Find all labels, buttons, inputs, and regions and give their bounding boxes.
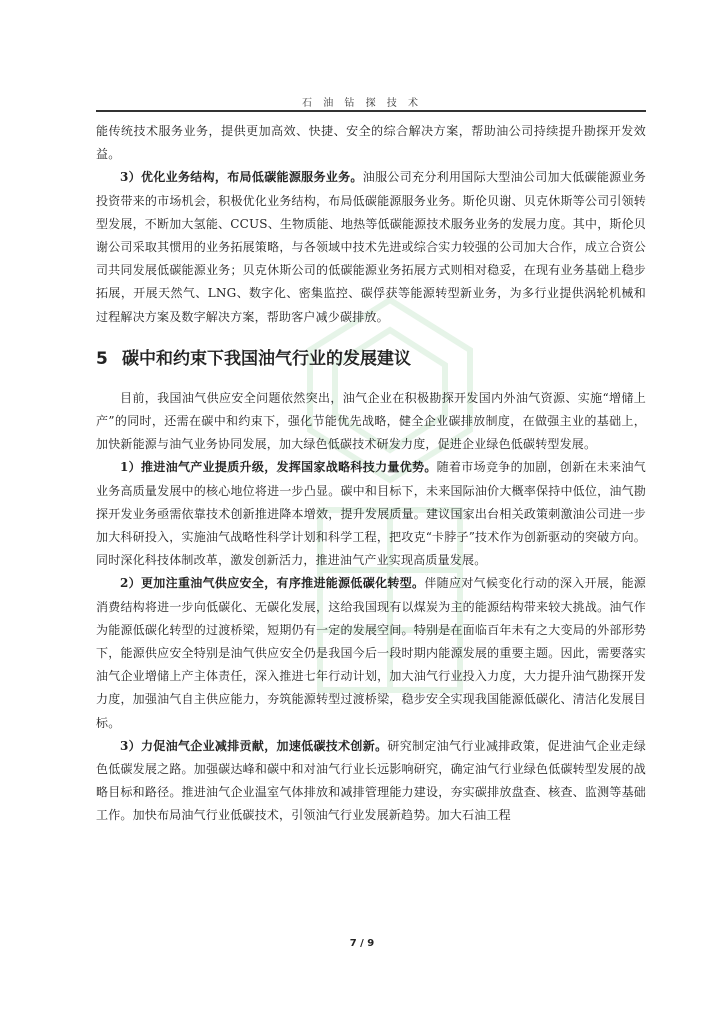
page-number: 7 / 9: [349, 938, 375, 949]
paragraph-text: 伴随应对气候变化行动的深入开展，能源消费结构将进一步向低碳化、无碳化发展，这给我国现有以煤炭为主的能源结构带来较大挑战。油气作为能源低碳化转型的过渡桥梁，短期仍有一定的发展空间。特别是在面临百年未有之大变局的外部形势下，能源供应安全特别是油气供应安全仍是我国今后一段时期内能源发展的重要主题。因此，需要落实油气企业增储上产主体责任，深入推进七年行动计划，加大油气行业投入力度，大力提升油气勘探开发力度，加强油气自主供应能力，夯筑能源转型过渡桥梁，稳步安全实现我国能源低碳化、清洁化发展目标。: [96, 576, 646, 730]
article-body: [96, 120, 646, 828]
paragraph-supply-security: [96, 572, 646, 734]
section-number: 5: [96, 348, 108, 369]
paragraph-heading: 2）更加注重油气供应安全，有序推进能源低碳化转型。: [120, 576, 425, 591]
paragraph-continued: 能传统技术服务业务，提供更加高效、快捷、安全的综合解决方案，帮助油公司持续提升勘探开发效益。: [96, 124, 646, 162]
paragraph-upgrade: [96, 456, 646, 572]
running-header: 石 油 钻 探 技 术: [302, 98, 422, 109]
paragraph-heading: 1）推进油气产业提质升级，发挥国家战略科技力量优势。: [120, 460, 437, 475]
paragraph-emission-reduction: [96, 735, 646, 828]
paragraph-text: 随着市场竞争的加剧，创新在未来油气业务高质量发展中的核心地位将进一步凸显。碳中和目标下，未来国际油价大概率保持中低位，油气勘探开发业务亟需依靠技术创新推进降本增效，提升发展质量。建议国家出台相关政策刺激油公司进一步加大科研投入，实施油气战略性科学计划和科学工程，把攻克“卡脖子”技术作为创新驱动的突破方向。同时深化科技体制改革，激发创新活力，推进油气产业实现高质量发展。: [96, 460, 646, 568]
paragraph-heading: 3）力促油气企业减排贡献，加速低碳技术创新。: [120, 738, 388, 753]
section-heading: [96, 347, 646, 371]
paragraph-intro: 目前，我国油气供应安全问题依然突出，油气企业在积极勘探开发国内外油气资源、实施“增储上产”的同时，还需在碳中和约束下，强化节能优先战略，健全企业碳排放制度，在做强主业的基础上，加快新能源与油气业务协同发展，加大绿色低碳技术研发力度，促进企业绿色低碳转型发展。: [96, 390, 646, 452]
paragraph-optimize-structure: [96, 166, 646, 328]
header-rule: [96, 110, 646, 112]
paragraph-text: 研究制定油气行业减排政策，促进油气企业走绿色低碳发展之路。加强碳达峰和碳中和对油气行业长远影响研究，确定油气行业绿色低碳转型发展的战略目标和路径。推进油气企业温室气体排放和减排管理能力建设，夯实碳排放盘查、核查、监测等基础工作。加快布局油气行业低碳技术，引领油气行业发展新趋势。加大石油工程: [96, 738, 646, 823]
section-title: 碳中和约束下我国油气行业的发展建议: [122, 348, 411, 369]
paragraph-heading: 3）优化业务结构，布局低碳能源服务业务。: [120, 170, 363, 185]
paragraph-text: 油服公司充分利用国际大型油公司加大低碳能源业务投资带来的市场机会，积极优化业务结构，布局低碳能源服务业务。斯伦贝谢、贝克休斯等公司引领转型发展，不断加大氢能、CCUS、生物质能、地热等低碳能源技术服务业务的发展力度。其中，斯伦贝谢公司采取其惯用的业务拓展策略，与各领域中技术先进或综合实力较强的公司加大合作，成立合资公司共同发展低碳能源业务；贝克休斯公司的低碳能源业务拓展方式则相对稳妥，在现有业务基础上稳步拓展，开展天然气、LNG、数字化、密集监控、碳俘获等能源转型新业务，为多行业提供涡轮机械和过程解决方案及数字解决方案，帮助客户减少碳排放。: [96, 170, 646, 324]
